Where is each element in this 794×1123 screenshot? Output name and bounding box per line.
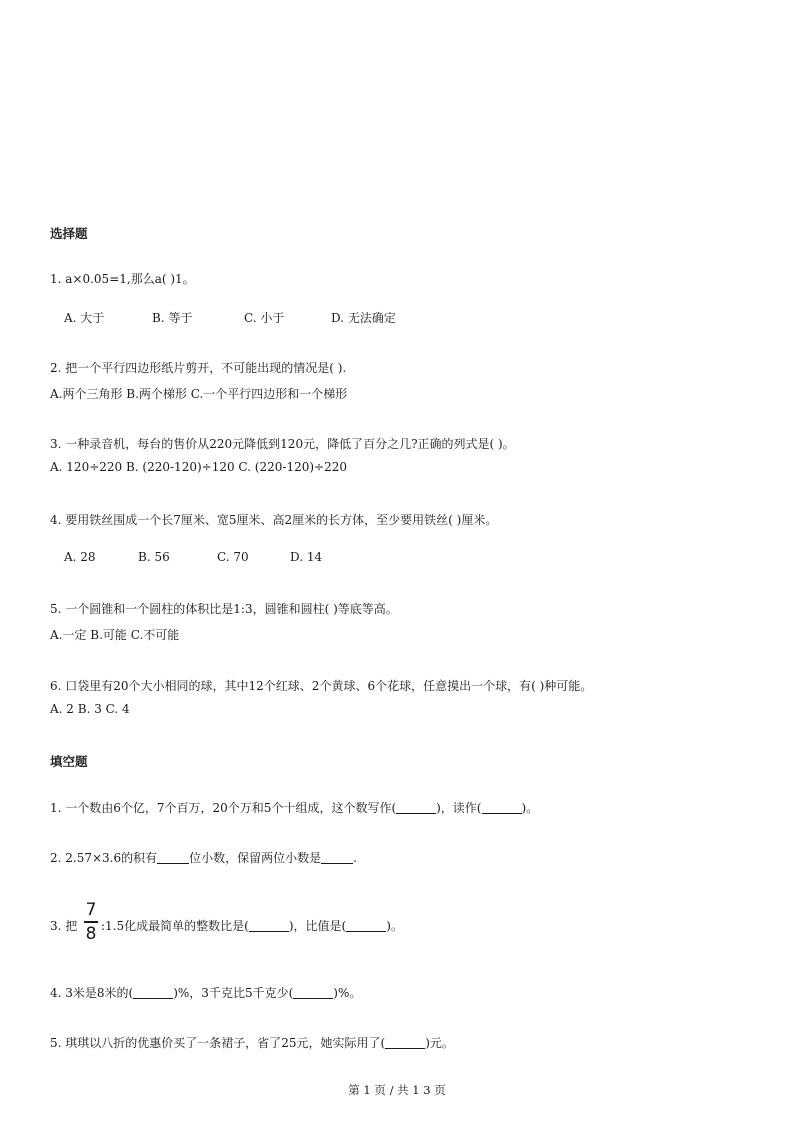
choice-q6-stem: 6. 口袋里有20个大小相同的球，其中12个红球、2个黄球、6个花球，任意摸出一个球，有( )种可能。 xyxy=(50,679,593,693)
choice-q5-stem: 5. 一个圆锥和一个圆柱的体积比是1:3，圆锥和圆柱( )等底等高。 xyxy=(50,602,398,616)
answer-blank[interactable] xyxy=(249,919,289,932)
option-b: B. 56 xyxy=(138,550,170,564)
answer-blank[interactable] xyxy=(396,801,436,814)
fill-q2-text-c: . xyxy=(353,851,357,865)
fill-q4 xyxy=(50,984,361,1001)
fill-q4-text-c: )%。 xyxy=(333,986,362,1000)
choice-q3-options: A. 120÷220 B. (220-120)÷120 C. (220-120)÷220 xyxy=(50,460,347,474)
option-b: B. 等于 xyxy=(152,311,193,325)
fill-q2-text-a: 2. 2.57×3.6的积有 xyxy=(50,851,158,865)
fill-q1-text-c: )。 xyxy=(521,801,539,815)
choice-q6-options: A. 2 B. 3 C. 4 xyxy=(50,702,130,716)
option-c: C. 小于 xyxy=(244,311,285,325)
answer-blank[interactable] xyxy=(293,986,333,999)
choice-q2-options: A.两个三角形 B.两个梯形 C.一个平行四边形和一个梯形 xyxy=(50,387,348,401)
fill-q3 xyxy=(101,917,403,934)
fill-q5-text-b: )元。 xyxy=(425,1036,454,1050)
option-d: D. 14 xyxy=(290,550,323,564)
choice-q5-options: A.一定 B.可能 C.不可能 xyxy=(50,628,180,642)
fill-q3-text-c: )，比值是( xyxy=(288,919,347,933)
choice-q4-options xyxy=(64,550,322,564)
option-a: A. 大于 xyxy=(64,311,105,325)
answer-blank[interactable] xyxy=(385,1036,425,1049)
fill-q4-text-b: )%，3千克比5千克少( xyxy=(173,986,294,1000)
option-d: D. 无法确定 xyxy=(331,311,396,325)
choice-q1-stem: 1. a×0.05=1,那么a( )1。 xyxy=(50,272,195,286)
fill-q3-text-d: )。 xyxy=(386,919,403,933)
fill-q5-text-a: 5. 琪琪以八折的优惠价买了一条裙子，省了25元，她实际用了( xyxy=(50,1036,386,1050)
section-title-fill: 填空题 xyxy=(50,754,88,769)
choice-q2-stem: 2. 把一个平行四边形纸片剪开，不可能出现的情况是( ). xyxy=(50,361,347,375)
answer-blank[interactable] xyxy=(133,986,173,999)
fill-q4-text-a: 4. 3米是8米的( xyxy=(50,986,134,1000)
section-title-choice: 选择题 xyxy=(50,226,88,241)
answer-blank[interactable] xyxy=(157,851,189,864)
fill-q5 xyxy=(50,1034,454,1051)
page-footer: 第 1 页 / 共 1 3 页 xyxy=(348,1083,446,1097)
fraction xyxy=(84,900,98,944)
fraction-bar xyxy=(84,921,98,923)
choice-q4-stem: 4. 要用铁丝围成一个长7厘米、宽5厘米、高2厘米的长方体，至少要用铁丝( )厘米。 xyxy=(50,513,498,527)
answer-blank[interactable] xyxy=(482,801,522,814)
fill-q1-text-a: 1. 一个数由6个亿，7个百万，20个万和5个十组成，这个数写作( xyxy=(50,801,397,815)
fraction-denominator: 8 xyxy=(85,924,97,944)
option-a: A. 28 xyxy=(64,550,96,564)
option-c: C. 70 xyxy=(217,550,249,564)
fill-q3-prefix: 3. 把 xyxy=(50,919,78,933)
fill-q2-text-b: 位小数，保留两位小数是 xyxy=(189,851,322,865)
fill-q2 xyxy=(50,849,357,866)
fill-q1-text-b: )，读作( xyxy=(436,801,482,815)
fraction-numerator: 7 xyxy=(85,900,97,920)
choice-q1-options xyxy=(64,309,396,326)
fill-q1 xyxy=(50,799,538,816)
fill-q3-text-b: :1.5化成最简单的整数比是( xyxy=(101,919,249,933)
answer-blank[interactable] xyxy=(346,919,386,932)
answer-blank[interactable] xyxy=(321,851,353,864)
choice-q3-stem: 3. 一种录音机，每台的售价从220元降低到120元，降低了百分之几?正确的列式是( )。 xyxy=(50,437,515,451)
